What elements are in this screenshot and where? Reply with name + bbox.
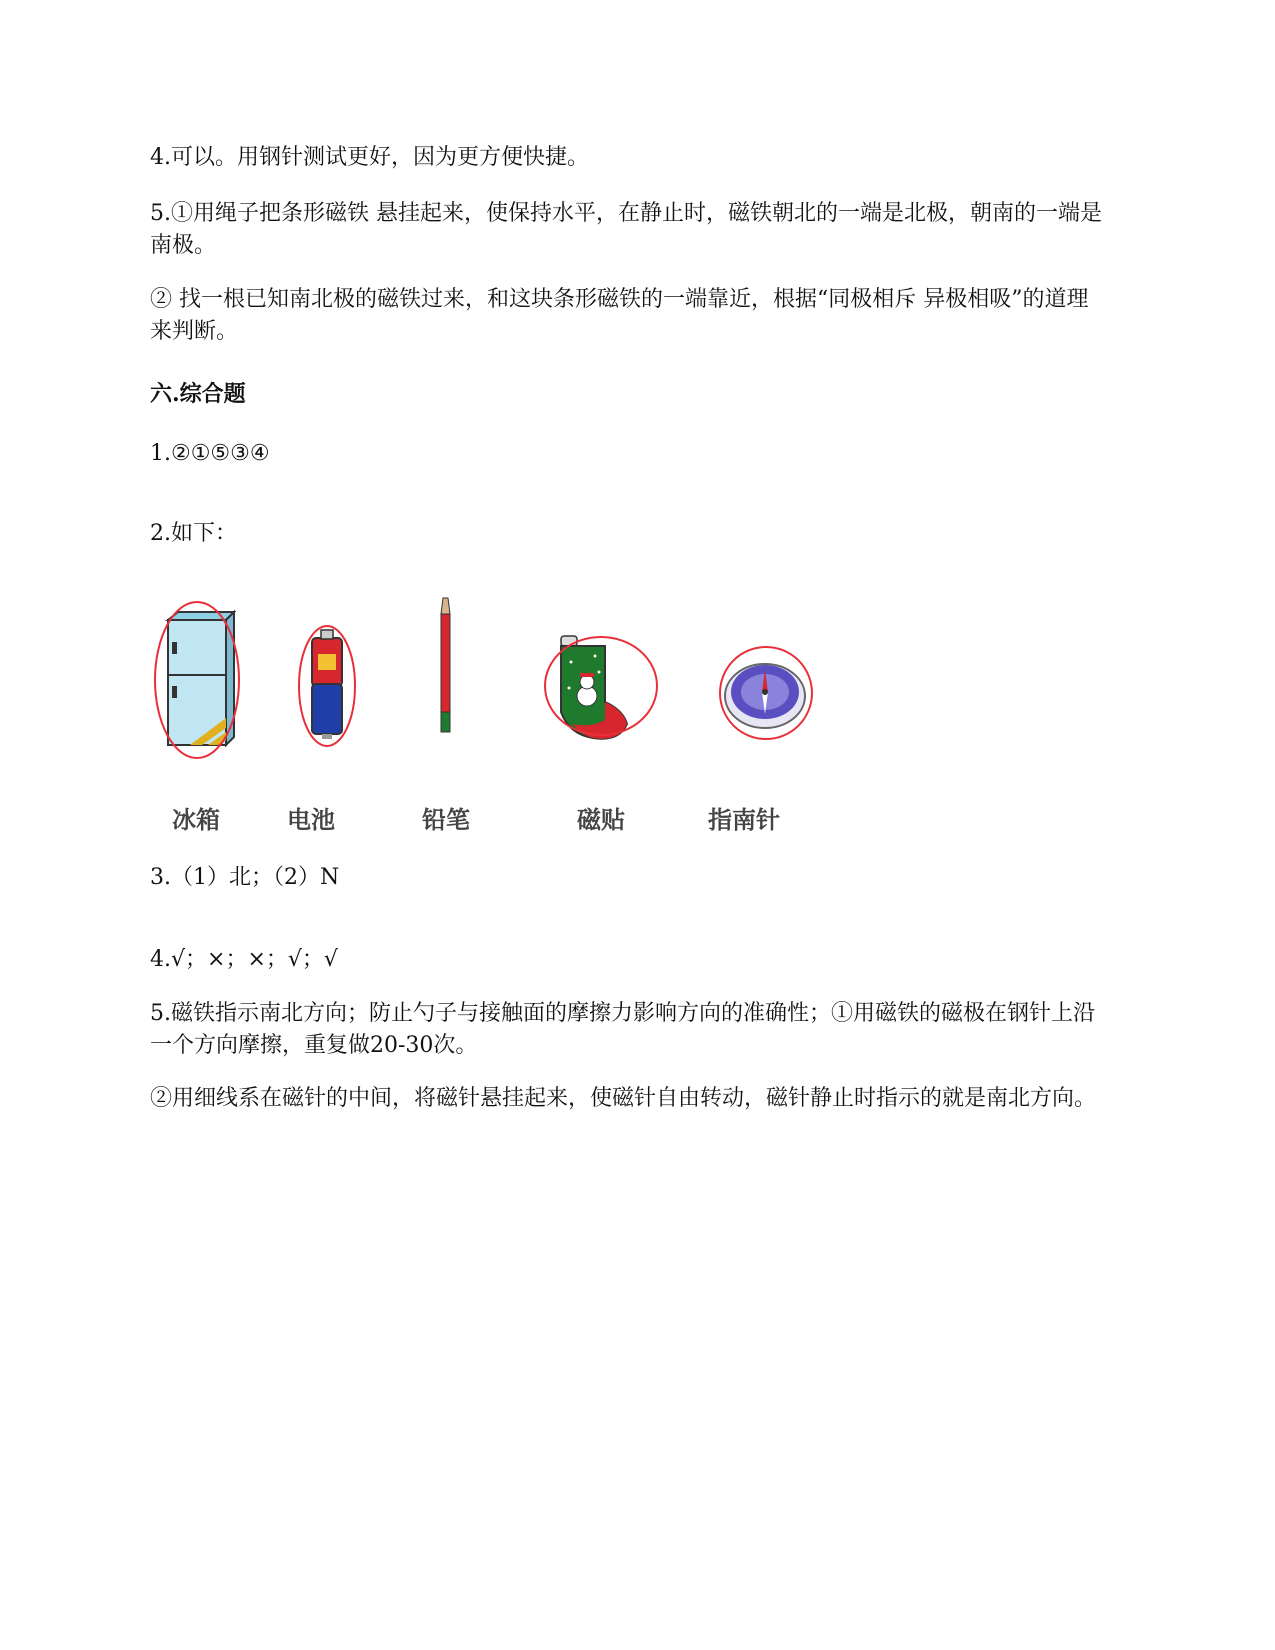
section6-q5-part2: ②用细线系在磁针的中间，将磁针悬挂起来，使磁针自由转动，磁针静止时指示的就是南北方向。 — [150, 1086, 1097, 1111]
figure-caption: 指南针 — [708, 806, 780, 834]
figure-item-battery — [287, 610, 370, 850]
battery-icon — [290, 610, 370, 780]
section6-q5-part1: 5.磁铁指示南北方向；防止勺子与接触面的摩擦力影响方向的准确性；①用磁铁的磁极在钢针上沿一个方向摩擦，重复做20-30次。 — [150, 1001, 1095, 1058]
figure-item-compass — [710, 610, 830, 850]
section6-q3: 3.（1）北；（2）N — [150, 865, 340, 890]
figure-caption: 磁贴 — [577, 806, 625, 834]
figure-caption: 铅笔 — [422, 806, 470, 834]
figure-caption: 冰箱 — [172, 806, 220, 834]
section6-q4: 4.√；×；×；√；√ — [150, 947, 338, 972]
refrigerator-icon — [150, 610, 250, 780]
answer-5-part1: 5.①用绳子把条形磁铁 悬挂起来，使保持水平，在静止时，磁铁朝北的一端是北极，朝南的一端是南极。 — [150, 201, 1102, 258]
magnetic-items-figure — [150, 610, 870, 850]
section6-q2: 2.如下： — [150, 521, 237, 546]
compass-icon — [710, 610, 830, 780]
figure-item-refrigerator — [150, 610, 250, 850]
figure-caption: 电池 — [287, 806, 335, 834]
magnet-sticker-icon — [545, 610, 665, 780]
section-heading: 六.综合题 — [150, 381, 246, 407]
answer-4: 4.可以。用钢针测试更好，因为更方便快捷。 — [150, 145, 589, 170]
answer-5-part2: ② 找一根已知南北极的磁铁过来，和这块条形磁铁的一端靠近，根据“同极相斥 异极相吸”的道理来判断。 — [150, 287, 1089, 344]
section6-q1: 1.②①⑤③④ — [150, 441, 270, 466]
figure-item-magnet-sticker — [545, 610, 665, 850]
pencil-icon — [420, 610, 500, 780]
figure-item-pencil — [420, 610, 500, 850]
